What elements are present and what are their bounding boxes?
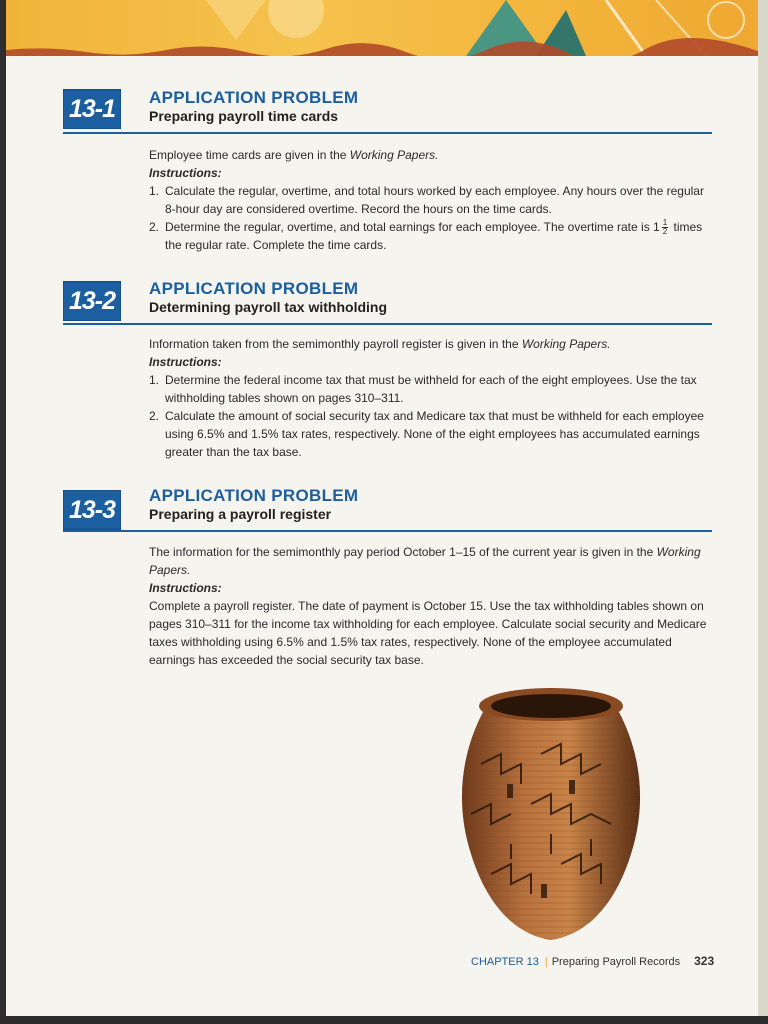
instruction-list (149, 182, 711, 254)
list-item: 2. Calculate the amount of social security tax and Medicare tax that must be withheld for each employee using 6.5% and 1.5% tax rates, respectively. None of the eight employees has accumulated earnings greater than the tax base. (149, 409, 704, 459)
section-divider (63, 132, 712, 134)
section-body (149, 543, 711, 669)
problem-number-badge: 13-2 (63, 281, 121, 321)
section-subtitle: Preparing a payroll register (149, 506, 332, 522)
instruction-list (149, 371, 711, 461)
one-half-fraction: $\frac{1}{2}$ (662, 218, 668, 237)
section-divider (63, 323, 712, 325)
section-title: APPLICATION PROBLEM (149, 88, 359, 107)
list-item: 2. Determine the regular, overtime, and total earnings for each employee. The overtime rate is 1 $\frac{1}{2}$ times the regular rate. Complete the time cards. (149, 218, 703, 253)
section-body (149, 146, 711, 254)
intro-text: Information taken from the semimonthly payroll register is given in the Working Papers. (149, 337, 611, 351)
banner-artwork (6, 0, 758, 56)
section-title: APPLICATION PROBLEM (149, 486, 359, 505)
section-body (149, 335, 711, 461)
section-title: APPLICATION PROBLEM (149, 279, 359, 298)
chapter-title: Preparing Payroll Records (551, 956, 681, 968)
section-divider (63, 530, 712, 532)
instruction-paragraph: Complete a payroll register. The date of payment is October 15. Use the tax withholding tables shown on pages 310–311 for the income tax withholding for each employee. Calculate social security and Medicare taxes withholding using 6.5% and 1.5% tax rates, respectively. None of the employee accumulated earnings has exceeded the social security tax base. (149, 599, 707, 667)
footer-separator: | (544, 956, 548, 968)
textbook-page (6, 0, 758, 1016)
section-subtitle: Preparing payroll time cards (149, 108, 339, 124)
chapter-label: CHAPTER 13 (471, 956, 539, 968)
section-subtitle: Determining payroll tax withholding (149, 299, 388, 315)
intro-text: The information for the semimonthly pay period October 1–15 of the current year is given in the Working Papers. (149, 545, 701, 577)
list-item: 1. Calculate the regular, overtime, and total hours worked by each employee. Any hours over the regular 8-hour day are considered overtime. Record the hours on the time cards. (149, 184, 704, 216)
woven-basket-image (451, 684, 651, 949)
instructions-label: Instructions: (149, 581, 222, 595)
instructions-label: Instructions: (149, 355, 222, 369)
problem-number-badge: 13-3 (63, 490, 121, 530)
page-bottom-edge (0, 1016, 768, 1024)
instructions-label: Instructions: (149, 166, 222, 180)
intro-text: Employee time cards are given in the Working Papers. (149, 148, 439, 162)
page-footer (471, 954, 714, 968)
problem-number-badge: 13-1 (63, 89, 121, 129)
decorative-banner (6, 0, 758, 56)
list-item: 1. Determine the federal income tax that must be withheld for each of the eight employees. Use the tax withholding tables shown on pages 310–311. (149, 373, 697, 405)
page-number: 323 (694, 954, 715, 968)
page-right-edge (758, 0, 768, 1024)
